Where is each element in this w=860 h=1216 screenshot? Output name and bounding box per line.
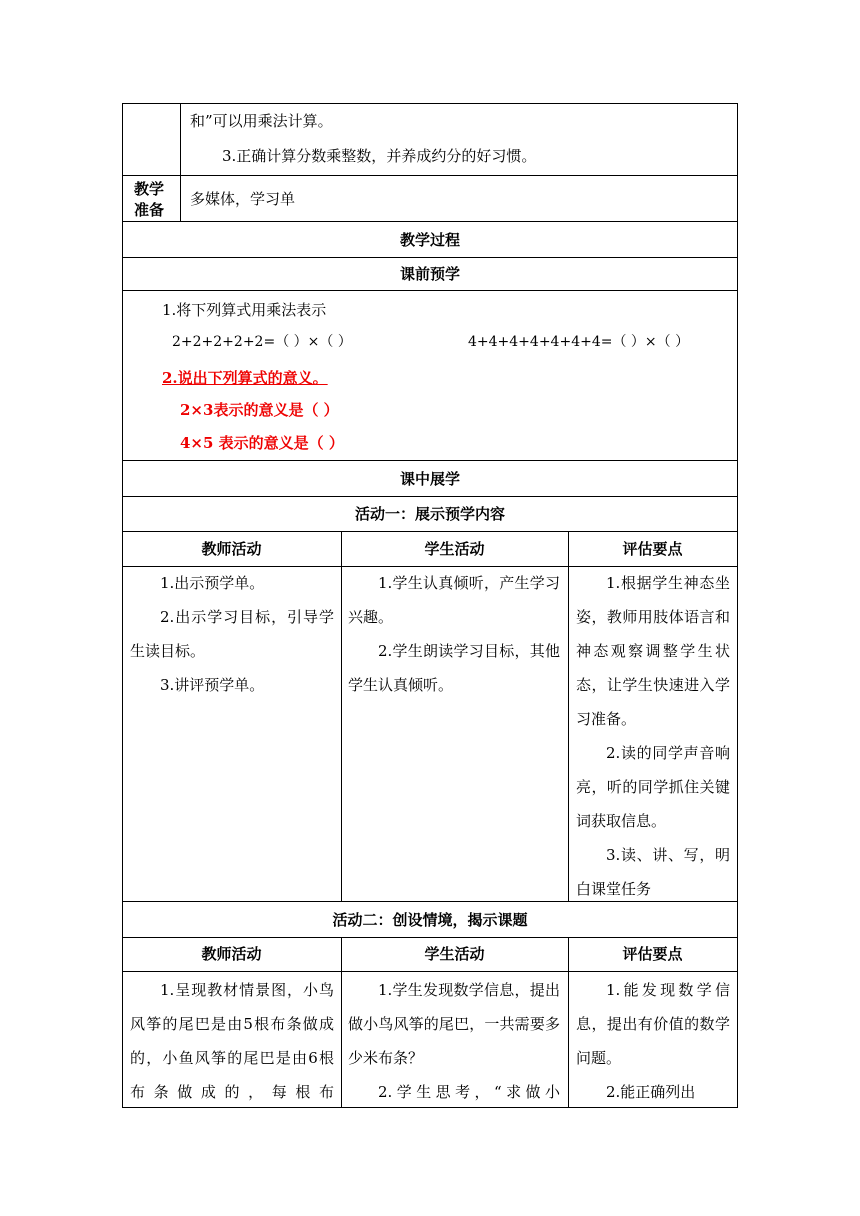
table-rule bbox=[122, 103, 738, 104]
assessment-cell bbox=[576, 973, 730, 1107]
list-item: 1.学生认真倾听，产生学习兴趣。 bbox=[348, 574, 560, 626]
list-item: 2.学生思考，“求做小 bbox=[378, 1083, 560, 1101]
table-rule bbox=[122, 531, 738, 532]
teacher-activity-cell bbox=[130, 566, 334, 702]
list-item: 2.能正确列出 bbox=[606, 1083, 696, 1101]
teacher-activity-cell bbox=[130, 973, 334, 1107]
table-rule bbox=[341, 531, 342, 901]
table-rule bbox=[180, 103, 181, 221]
section-title: 教学过程 bbox=[399, 231, 460, 249]
list-item: 2.学生朗读学习目标，其他学生认真倾听。 bbox=[348, 642, 560, 694]
pre-study-prompt: 2×3表示的意义是（ ） bbox=[180, 401, 339, 419]
list-item: 2.读的同学声音响亮，听的同学抓住关键词获取信息。 bbox=[576, 744, 730, 830]
table-rule bbox=[737, 103, 738, 1108]
table-rule bbox=[122, 1107, 738, 1108]
table-rule bbox=[122, 937, 738, 938]
table-rule bbox=[122, 290, 738, 291]
objective-line: 3.正确计算分数乘整数，并养成约分的好习惯。 bbox=[222, 147, 537, 165]
column-header: 评估要点 bbox=[622, 945, 683, 963]
student-activity-cell bbox=[348, 973, 560, 1107]
list-item: 1.学生发现数学信息，提出做小鸟风筝的尾巴，一共需要多少米布条？ bbox=[348, 981, 560, 1067]
student-activity-cell bbox=[348, 566, 560, 702]
list-item: 1.出示预学单。 bbox=[160, 574, 265, 592]
pre-study-question: 1.将下列算式用乘法表示 bbox=[162, 301, 327, 319]
table-rule bbox=[122, 221, 738, 222]
table-rule bbox=[122, 971, 738, 972]
table-rule bbox=[122, 257, 738, 258]
column-header: 教师活动 bbox=[201, 945, 262, 963]
section-title: 课前预学 bbox=[399, 265, 460, 283]
activity-title: 活动二：创设情境，揭示课题 bbox=[332, 911, 528, 929]
table-rule bbox=[122, 460, 738, 461]
section-title: 课中展学 bbox=[399, 470, 460, 488]
pre-study-expression: 4+4+4+4+4+4+4=（ ）×（ ） bbox=[468, 334, 690, 350]
preparation-label: 教学 bbox=[134, 180, 165, 198]
lesson-plan-table bbox=[122, 103, 738, 1108]
column-header: 评估要点 bbox=[622, 540, 683, 558]
list-item: 3.读、讲、写，明白课堂任务 bbox=[576, 846, 730, 898]
preparation-label: 准备 bbox=[134, 201, 165, 219]
column-header: 学生活动 bbox=[424, 540, 485, 558]
pre-study-question: 2.说出下列算式的意义。 bbox=[162, 369, 328, 387]
table-rule bbox=[122, 496, 738, 497]
table-rule bbox=[122, 175, 738, 176]
list-item: 3.讲评预学单。 bbox=[160, 676, 265, 694]
table-rule bbox=[568, 531, 569, 901]
list-item: 1.能发现数学信息，提出有价值的数学问题。 bbox=[576, 981, 730, 1067]
list-item: 2.出示学习目标，引导学生读目标。 bbox=[130, 608, 334, 660]
assessment-cell bbox=[576, 566, 730, 906]
preparation-value: 多媒体，学习单 bbox=[190, 190, 296, 208]
activity-title: 活动一：展示预学内容 bbox=[354, 505, 505, 523]
list-item: 1.呈现教材情景图，小鸟风筝的尾巴是由5根布条做成的，小鱼风筝的尾巴是由6根布条做成的，每根布 bbox=[130, 981, 334, 1101]
list-item: 1.根据学生神态坐姿，教师用肢体语言和神态观察调整学生状态，让学生快速进入学习准备。 bbox=[576, 574, 730, 728]
pre-study-prompt: 4×5 表示的意义是（ ） bbox=[180, 434, 344, 452]
pre-study-expression: 2+2+2+2+2=（ ）×（ ） bbox=[172, 334, 352, 350]
objective-line: 和”可以用乘法计算。 bbox=[190, 112, 333, 130]
column-header: 教师活动 bbox=[201, 540, 262, 558]
column-header: 学生活动 bbox=[424, 945, 485, 963]
